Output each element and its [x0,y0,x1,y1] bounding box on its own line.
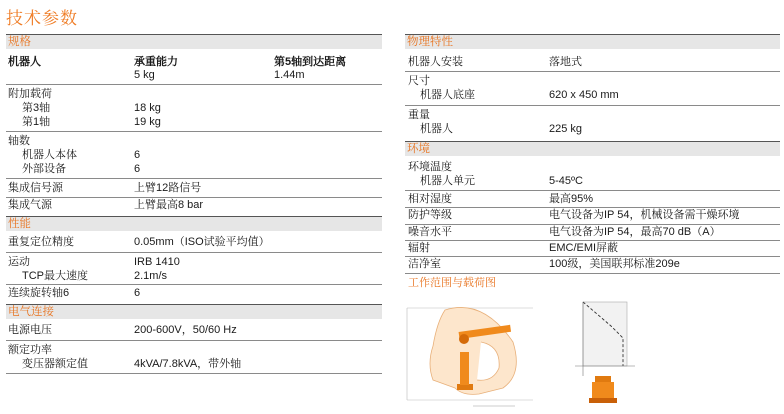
robot-joint [459,334,469,344]
humidity-label: 相对湿度 [408,193,452,205]
voltage-label: 电源电压 [8,324,52,336]
flange-top [595,376,611,382]
working-range-diagram [405,290,535,412]
size-label: 尺寸 [408,75,430,87]
radiation-label: 辐射 [408,242,430,254]
reach-value: 1.44m [274,69,305,81]
working-envelope [430,307,516,394]
additional-load-label: 附加载荷 [8,88,52,100]
section-electrical-header: 电气连接 [6,304,382,319]
install-label: 机器人安装 [408,56,463,68]
weight-robot-value: 225 kg [549,123,583,135]
protection-label: 防护等级 [408,209,452,221]
motion-label: 运动 [8,256,30,268]
external-label: 外部设备 [22,163,66,175]
weight-label: 重量 [408,109,430,121]
divider [405,71,780,72]
noise-value: 电气设备为IP 54，最高70 dB（A） [549,226,721,238]
axis3-label: 第3轴 [22,102,51,114]
transformer-value: 4kVA/7.8kVA，带外轴 [134,358,242,370]
divider [405,105,780,106]
divider [405,207,780,208]
payload-value: 5 kg [134,69,155,81]
col-reach-label: 第5轴到达距离 [274,56,347,68]
signal-label: 集成信号源 [8,182,63,194]
page-title: 技术参数 [6,9,78,28]
divider [405,273,780,274]
robot-body-label: 机器人本体 [22,149,77,161]
repeat-value: 0.05mm（ISO试验平均值） [134,236,270,248]
humidity-value: 最高95% [549,193,594,205]
rotation-value: 6 [134,287,141,299]
axis3-value: 18 kg [134,102,161,114]
rotation-label: 连续旋转轴6 [8,287,70,299]
unit-label: 机器人单元 [420,175,475,187]
load-diagram [555,292,645,412]
motion-value: IRB 1410 [134,256,180,268]
axis1-value: 19 kg [134,116,161,128]
robot-lower-arm [460,352,469,385]
divider [6,284,382,285]
divider [6,373,382,374]
section-performance-header: 性能 [6,216,382,231]
cleanroom-label: 洁净室 [408,258,441,270]
unit-value: 5-45ºC [549,175,583,187]
temp-label: 环境温度 [408,161,452,173]
radiation-value: EMC/EMI屏蔽 [549,242,619,254]
axis1-label: 第1轴 [22,116,51,128]
noise-label: 噪音水平 [408,226,452,238]
section-physical-header: 物理特性 [405,34,780,49]
flange-body [592,382,614,398]
divider [6,252,382,253]
section-environment-header: 环境 [405,141,780,156]
col-payload-label: 承重能力 [134,56,178,68]
repeat-label: 重复定位精度 [8,236,74,248]
divider [6,340,382,341]
divider [6,178,382,179]
voltage-value: 200-600V，50/60 Hz [134,324,237,336]
divider [405,224,780,225]
signal-value: 上臂12路信号 [134,182,202,194]
load-chart-area [583,302,627,366]
air-value: 上臂最高8 bar [134,199,204,211]
divider [405,240,780,241]
install-value: 落地式 [549,56,582,68]
power-label: 额定功率 [8,344,52,356]
divider [6,84,382,85]
divider [6,131,382,132]
section-spec-header: 规格 [6,34,382,49]
col-robot-label: 机器人 [8,56,41,68]
weight-robot-label: 机器人 [420,123,453,135]
divider [405,190,780,191]
flange-base [589,398,617,403]
divider [6,197,382,198]
external-value: 6 [134,163,141,175]
protection-value: 电气设备为IP 54，机械设备需干燥环境 [549,209,740,221]
robot-body-value: 6 [134,149,141,161]
base-value: 620 x 450 mm [549,89,619,101]
tcp-value: 2.1m/s [134,270,168,282]
base-label: 机器人底座 [420,89,475,101]
air-label: 集成气源 [8,199,52,211]
transformer-label: 变压器额定值 [22,358,88,370]
diagram-title: 工作范围与载荷图 [408,277,496,289]
divider [405,256,780,257]
tcp-label: TCP最大速度 [22,270,88,282]
cleanroom-value: 100级，美国联邦标准209e [549,258,680,270]
axes-label: 轴数 [8,135,30,147]
